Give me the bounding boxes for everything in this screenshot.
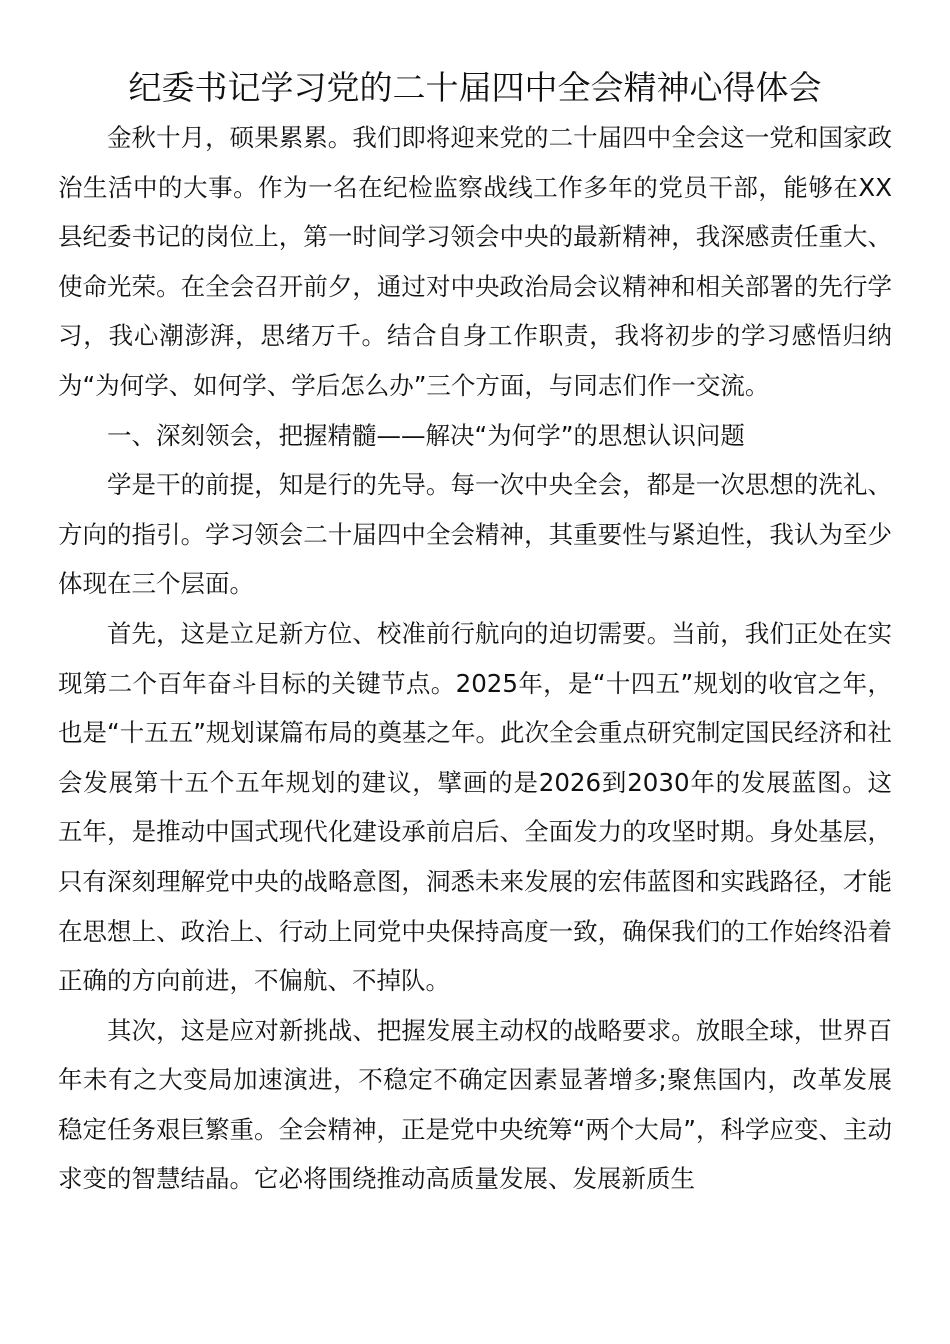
paragraph-intro: 金秋十月，硕果累累。我们即将迎来党的二十届四中全会这一党和国家政治生活中的大事。作为一名在纪检监察战线工作多年的党员干部，能够在XX县纪委书记的岗位上，第一时间学习领会中央的最新精神，我深感责任重大、使命光荣。在全会召开前夕，通过对中央政治局会议精神和相关部署的先行学习，我心潮澎湃，思绪万千。结合自身工作职责，我将初步的学习感悟归纳为“为何学、如何学、学后怎么办”三个方面，与同志们作一交流。 — [58, 123, 892, 400]
document-title: 纪委书记学习党的二十届四中全会精神心得体会 — [128, 68, 822, 107]
paragraph-first-point: 首先，这是立足新方位、校准前行航向的迫切需要。当前，我们正处在实现第二个百年奋斗目标的关键节点。2025年，是“十四五”规划的收官之年，也是“十五五”规划谋篇布局的奠基之年。此次全会重点研究制定国民经济和社会发展第十五个五年规划的建议，擘画的是2026到2030年的发展蓝图。这五年，是推动中国式现代化建设承前启后、全面发力的攻坚时期。身处基层，只有深刻理解党中央的战略意图，洞悉未来发展的宏伟蓝图和实践路径，才能在思想上、政治上、行动上同党中央保持高度一致，确保我们的工作始终沿着正确的方向前进，不偏航、不掉队。 — [58, 618, 892, 996]
document-body — [58, 113, 892, 1204]
paragraph-second-point: 其次，这是应对新挑战、把握发展主动权的战略要求。放眼全球，世界百年未有之大变局加速演进，不稳定不确定因素显著增多;聚焦国内，改革发展稳定任务艰巨繁重。全会精神，正是党中央统筹“两个大局”，科学应变、主动求变的智慧结晶。它必将围绕推动高质量发展、发展新质生 — [58, 1015, 892, 1194]
paragraph-section1-intro: 学是干的前提，知是行的先导。每一次中央全会，都是一次思想的洗礼、方向的指引。学习领会二十届四中全会精神，其重要性与紧迫性，我认为至少体现在三个层面。 — [58, 470, 892, 599]
section-heading-1: 一、深刻领会，把握精髓——解决“为何学”的思想认识问题 — [107, 420, 745, 450]
